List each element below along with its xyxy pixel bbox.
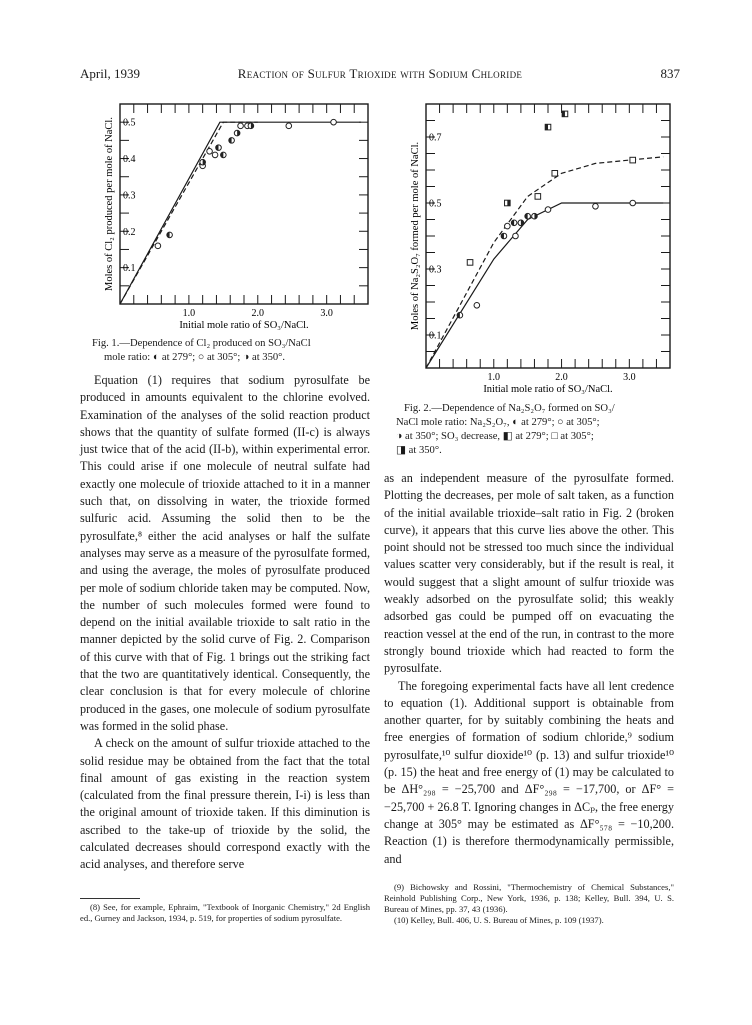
point-marker	[552, 171, 558, 177]
point-marker	[630, 200, 636, 206]
data-point	[593, 204, 599, 210]
plot-frame	[426, 104, 670, 368]
data-point	[505, 200, 511, 206]
point-marker	[155, 243, 161, 249]
point-marker	[545, 207, 551, 213]
data-point	[207, 148, 213, 154]
data-point	[167, 232, 173, 238]
y-tick-label: 0.7	[429, 132, 442, 144]
data-point	[216, 145, 222, 151]
data-point	[525, 213, 531, 219]
data-point	[630, 157, 636, 163]
point-marker	[238, 123, 244, 129]
data-point	[630, 200, 636, 206]
plot-frame	[120, 104, 368, 304]
footnote-8: (8) See, for example, Ephraim, "Textbook of Inorganic Chemistry," 2d English ed., Gurney and Jackson, 1934, p. 519, for properties of sodium pyrosulfate.	[80, 902, 370, 923]
data-point	[513, 233, 519, 239]
figure-1-caption-line: mole ratio: ◐ at 279°; ○ at 305°; ◑ at 350°.	[104, 352, 286, 363]
data-point	[200, 159, 206, 165]
data-point	[505, 223, 511, 229]
footnotes-left	[80, 902, 370, 924]
data-point	[238, 123, 244, 129]
header-date: April, 1939	[80, 66, 140, 81]
footnote-9: (9) Bichowsky and Rossini, "Thermochemistry of Chemical Substances," Reinhold Publishing Corp., New York, 1936, p. 138; Kelley, Bull. 394, U. S. Bureau of Mines, pp. 37, 43 (1936).	[384, 882, 674, 914]
data-point	[511, 220, 517, 226]
point-marker-fill	[545, 124, 548, 130]
point-marker	[286, 123, 292, 129]
data-point	[286, 123, 292, 129]
y-tick-label: 0.1	[123, 263, 136, 275]
header-title: Reaction of Sulfur Trioxide with Sodium Chloride	[237, 66, 523, 81]
figure-2-caption	[396, 402, 666, 458]
point-marker	[467, 260, 473, 266]
data-point	[545, 124, 551, 130]
page-number: 837	[660, 66, 680, 81]
figure-2-caption-line: Fig. 2.—Dependence of Na₂S₂O₇ formed on SO₃/	[404, 403, 615, 414]
running-header	[80, 66, 680, 86]
data-point	[562, 111, 568, 117]
x-tick-label: 3.0	[623, 372, 636, 383]
paragraph: as an independent measure of the pyrosulfate formed. Plotting the decreases, per mole of salt taken, as a function of the initial available trioxide–salt ratio in Fig. 2 (broken curve), it appears that this curve lies above the other. This point should not be stressed too much since the individual values scatter very considerably, but if the result is real, it would suggest that a slight amount of sulfur trioxide was weakly adsorbed on the pyrosulfate solid; this weakly adsorbed gas could be pumped off on evacuating the reaction vessel at the end of the run, in contrast to the more strongly bound trioxide which had reacted to form the pyrosulfate.	[384, 471, 674, 676]
data-point	[535, 194, 541, 200]
data-point	[331, 119, 337, 125]
x-axis-label: Initial mole ratio of SO₃/NaCl.	[179, 320, 309, 331]
y-tick-label: 0.5	[123, 117, 136, 129]
solid-curve	[120, 122, 361, 304]
data-point	[552, 171, 558, 177]
point-marker	[593, 204, 599, 210]
x-tick-label: 1.0	[487, 372, 501, 383]
point-marker-fill	[562, 111, 565, 117]
figure-2-caption-line: ◨ at 350°.	[396, 445, 442, 456]
x-tick-label: 3.0	[320, 308, 333, 319]
data-point	[457, 312, 463, 318]
paragraph: Equation (1) requires that sodium pyrosulfate be produced in amounts equivalent to the chlorine evolved. Examination of the analyses of the solid reaction product shows that the quantity of sulfate formed (II-c) is always just twice that of the acid (II-b), within experimental error. This could arise if one molecule of neutral sulfate had exactly one molecule of trioxide attached to it in a manner such that, on dissolving in water, the trioxide formed sulfuric acid. Assuming the solid then to be the pyrosulfate,⁸ either the acid analyses or half the sulfate analyses may serve as a measure of the pyrosulfate formed, and using the average, the moles of pyrosulfate produced per mole of sodium chloride taken may be computed. Now, the number of such molecules formed were found to depend on the initial available trioxide to salt ratio in the manner depicted by the solid curve of Fig. 2. Comparison of this curve with that of Fig. 1 brings out the striking fact that the two are quantitatively identical. Consequently, the clear conclusion is that for every molecule of chlorine produced in the gases, one molecule of sodium pyrosulfate was formed in the solid phase.	[80, 373, 370, 733]
x-axis-label: Initial mole ratio of SO₃/NaCl.	[483, 384, 613, 395]
figure-2-caption-line: ◑ at 350°; SO₃ decrease, ◧ at 279°; □ at 305°;	[396, 431, 594, 442]
x-tick-label: 1.0	[182, 308, 196, 319]
footnote-rule	[80, 898, 140, 899]
figure-1-caption	[92, 337, 364, 365]
data-point	[501, 233, 507, 239]
point-marker	[212, 152, 218, 158]
footnotes-right	[384, 882, 674, 926]
footnote-10: (10) Kelley, Bull. 406, U. S. Bureau of Mines, p. 109 (1937).	[394, 915, 604, 925]
paragraph: A check on the amount of sulfur trioxide attached to the solid residue may be obtained from the fact that the total final amount of gas existing in the reaction system (calculated from the final pressure therein, I-i) is less than the original amount of trioxide taken. If this diminution is ascribed to the take-up of trioxide by the solid, the calculated decreases should correspond exactly with the acid analyses, and therefore serve	[80, 736, 370, 872]
data-point	[212, 152, 218, 158]
figure-1-chart	[82, 96, 372, 338]
y-axis-label: Moles of Cl₂ produced per mole of NaCl.	[104, 117, 115, 291]
y-tick-label: 0.5	[429, 198, 442, 210]
solid-curve	[426, 203, 663, 368]
point-marker	[474, 303, 480, 309]
data-point	[229, 138, 235, 144]
dashed-curve	[120, 122, 258, 304]
right-column-text	[384, 470, 674, 868]
figure-2-chart	[388, 96, 678, 404]
data-point	[518, 220, 524, 226]
dashed-curve	[426, 157, 663, 368]
point-marker	[207, 148, 213, 154]
y-tick-label: 0.4	[123, 154, 136, 166]
figure-2-caption-line: NaCl mole ratio: Na₂S₂O₇, ◐ at 279°; ○ at 305°;	[396, 417, 600, 428]
x-tick-label: 2.0	[251, 308, 265, 319]
data-point	[545, 207, 551, 213]
y-axis-label: Moles of Na₂S₂O₇ formed per mole of NaCl.	[410, 141, 421, 331]
point-marker	[535, 194, 541, 200]
point-marker	[331, 119, 337, 125]
y-tick-label: 0.3	[429, 264, 442, 276]
y-tick-label: 0.1	[429, 330, 442, 342]
data-point	[221, 152, 227, 158]
y-tick-label: 0.2	[123, 226, 136, 238]
left-column-text	[80, 372, 370, 874]
data-point	[155, 243, 161, 249]
point-marker	[513, 233, 519, 239]
data-point	[474, 303, 480, 309]
data-point	[467, 260, 473, 266]
point-marker	[505, 223, 511, 229]
data-point	[234, 130, 240, 136]
figure-1-caption-line: Fig. 1.—Dependence of Cl₂ produced on SO₃/NaCl	[92, 338, 311, 349]
paragraph: The foregoing experimental facts have all lent credence to equation (1). Additional support is obtainable from another quarter, for by suitably combining the heats and free energies of formation of sodium chloride,⁹ sodium pyrosulfate,¹⁰ sulfur dioxide¹⁰ (p. 13) and sulfur trioxide¹⁰ (p. 15) the heat and free energy of (1) may be calculated to be ΔH°₂₉₈ = −25,700 and ΔF°₂₉₈ = −17,700, or ΔF° = −25,700 + 26.8 T. Ignoring changes in ΔCₚ, the free energy change at 305° may be estimated as ΔF°₅₇₈ = −10,200. Reaction (1) is therefore thermodynamically permissible, and	[384, 678, 674, 866]
data-point	[532, 213, 538, 219]
point-marker	[630, 157, 636, 163]
data-point	[248, 123, 254, 129]
point-marker-fill	[507, 200, 510, 206]
x-tick-label: 2.0	[555, 372, 568, 383]
y-tick-label: 0.3	[123, 190, 136, 202]
